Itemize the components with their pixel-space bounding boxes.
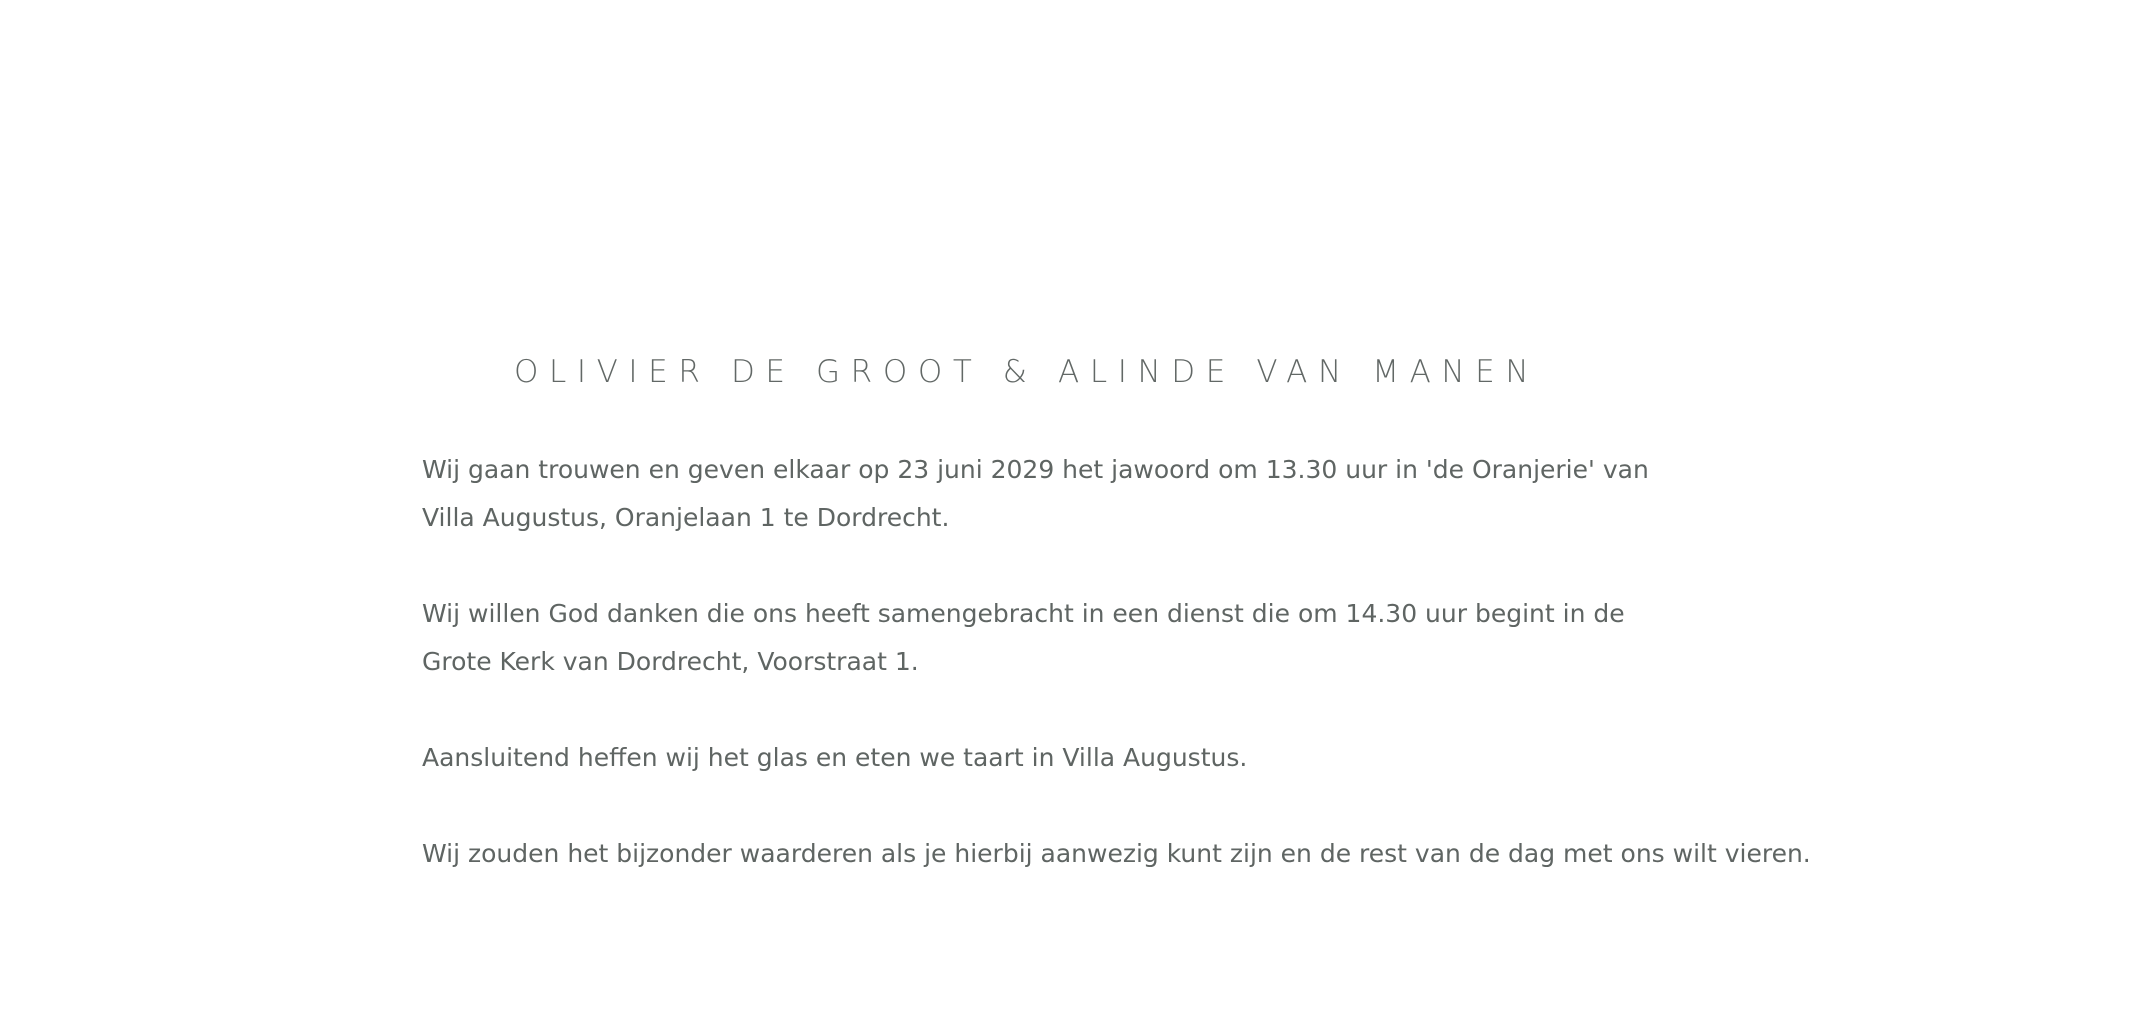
ceremony-line-2: Villa Augustus, Oranjelaan 1 te Dordrecht.: [422, 503, 950, 532]
couple-names-title: OLIVIER DE GROOT & ALINDE VAN MANEN: [514, 354, 1540, 390]
church-service-line-1: Wij willen God danken die ons heeft samengebracht in een dienst die om 14.30 uur begint in de: [422, 599, 1625, 628]
ceremony-line-1: Wij gaan trouwen en geven elkaar op 23 juni 2029 het jawoord om 13.30 uur in 'de Oranjerie' van: [422, 455, 1649, 484]
ceremony-paragraph: [422, 446, 2102, 542]
closing-line-1: Wij zouden het bijzonder waarderen als je hierbij aanwezig kunt zijn en de rest van de dag met ons wilt vieren.: [422, 839, 1811, 868]
church-service-paragraph: [422, 590, 2102, 686]
church-service-line-2: Grote Kerk van Dordrecht, Voorstraat 1.: [422, 647, 919, 676]
reception-paragraph: [422, 734, 2102, 782]
reception-line-1: Aansluitend heffen wij het glas en eten we taart in Villa Augustus.: [422, 743, 1248, 772]
invitation-text: [422, 446, 2102, 926]
closing-paragraph: [422, 830, 2102, 878]
